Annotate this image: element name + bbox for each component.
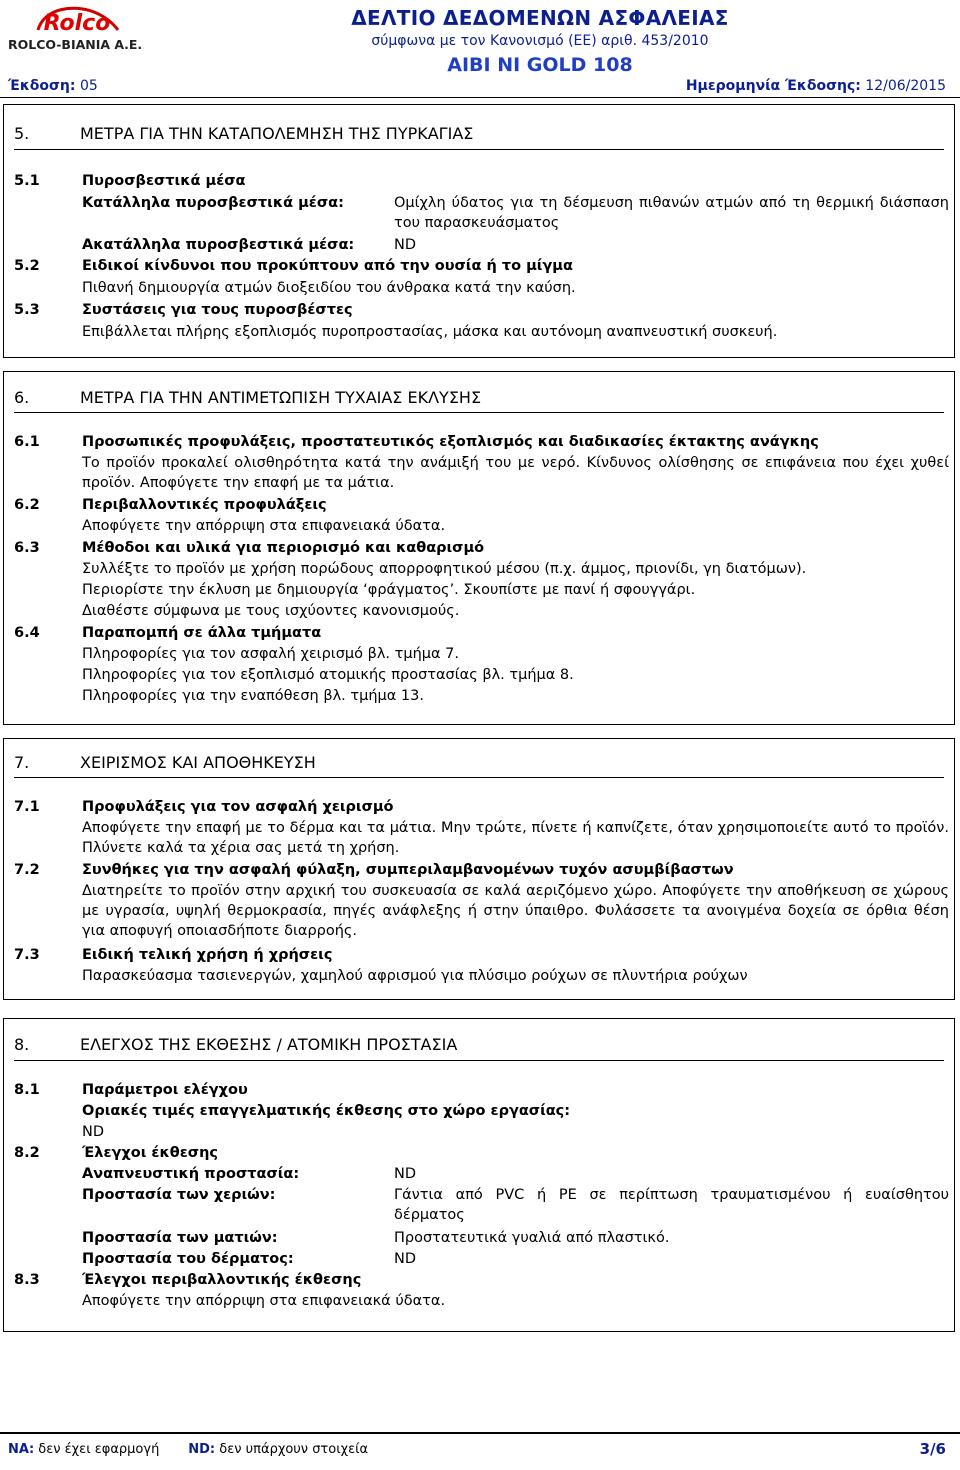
- footer-divider: [0, 1432, 960, 1434]
- section-6-title: 6. ΜΕΤΡΑ ΓΙΑ ΤΗΝ ΑΝΤΙΜΕΤΩΠΙΣΗ ΤΥΧΑΙΑΣ ΕΚΛΥΣΗΣ: [14, 388, 482, 407]
- section-8-rule: [14, 1060, 944, 1061]
- document-header: [0, 0, 960, 104]
- na-meaning: δεν έχει εφαρμογή: [34, 1442, 160, 1457]
- section-6-rule: [14, 412, 944, 413]
- issue-date-value: 12/06/2015: [860, 78, 946, 94]
- na-abbrev: ΝΑ:: [8, 1442, 35, 1457]
- section-7-rule: [14, 777, 944, 778]
- edition-label: Έκδοση:: [8, 78, 76, 94]
- section-5-rule: [14, 149, 944, 150]
- subsection-7-1-text: Αποφύγετε την επαφή με το δέρμα και τα μάτια. Μην τρώτε, πίνετε ή καπνίζετε, όταν χρησιμοποιείτε αυτό το προϊόν. Πλύνετε καλά τα χέρια σας μετά τη χρήση.: [82, 820, 949, 856]
- section-5-box: 5. ΜΕΤΡΑ ΓΙΑ ΤΗΝ ΚΑΤΑΠΟΛΕΜΗΣΗ ΤΗΣ ΠΥΡΚΑΓΙΑΣ 5.1 Πυροσβεστικά μέσα Κατάλληλα πυροσβεστικά μέσα: Ομίχλη ύδατος για τη δέσμευση πιθανών ατμών από τη θερμική διάσπαση του παρασκευάσματος Ακατάλληλα πυροσβεστικά μέσα: ND 5.2 Ειδικοί κίνδυνοι που προκύπτουν από την ουσία ή το μίγμα Πιθανή δημιουργία ατμών διοξειδίου του άνθρακα κατά την καύση. 5.3 Συστάσεις για τους πυροσβέστες Επιβάλλεται πλήρης εξοπλισμός πυροπροστασίας, μάσκα και αυτόνομη αναπνευστική συσκευή.: [3, 104, 955, 358]
- nd-meaning: δεν υπάρχουν στοιχεία: [215, 1442, 369, 1457]
- subsection-6-1-text: Το προϊόν προκαλεί ολισθηρότητα κατά την ανάμιξή του με νερό. Κίνδυνος ολίσθησης σε επιφάνεια που έχει χυθεί προϊόν. Αποφύγετε την επαφή με τα μάτια.: [82, 455, 949, 491]
- product-name: ΑΙΒΙ ΝΙ GOLD 108: [447, 54, 633, 76]
- section-5-title: 5. ΜΕΤΡΑ ΓΙΑ ΤΗΝ ΚΑΤΑΠΟΛΕΜΗΣΗ ΤΗΣ ΠΥΡΚΑΓΙΑΣ: [14, 124, 474, 143]
- issue-date-info: [686, 78, 946, 94]
- section-6-box: 6. ΜΕΤΡΑ ΓΙΑ ΤΗΝ ΑΝΤΙΜΕΤΩΠΙΣΗ ΤΥΧΑΙΑΣ ΕΚΛΥΣΗΣ 6.1 Προσωπικές προφυλάξεις, προστατευτικός εξοπλισμός και διαδικασίες έκτακτης ανάγκης Το προϊόν προκαλεί ολισθηρότητα κατά την ανάμιξή του με νερό. Κίνδυνος ολίσθησης σε επιφάνεια που έχει χυθεί προϊόν. Αποφύγετε την επαφή με τα μάτια. 6.2 Περιβαλλοντικές προφυλάξεις Αποφύγετε την απόρριψη στα επιφανειακά ύδατα. 6.3 Μέθοδοι και υλικά για περιορισμό και καθαρισμό Συλλέξτε το προϊόν με χρήση πορώδους απορροφητικού μέσου (π.χ. άμμος, πριονίδι, γη διατόμων). Περιορίστε την έκλυση με δημιουργία ‘φράγματος’. Σκουπίστε με πανί ή σφουγγάρι. Διαθέστε σύμφωνα με τους ισχύοντες κανονισμούς. 6.4 Παραπομπή σε άλλα τμήματα Πληροφορίες για τον ασφαλή χειρισμό βλ. τμήμα 7. Πληροφορίες για τον εξοπλισμό ατομικής προστασίας βλ. τμήμα 8. Πληροφορίες για την εναπόθεση βλ. τμήμα 13.: [3, 371, 955, 725]
- edition-value: 05: [75, 78, 98, 94]
- edition-info: [8, 78, 98, 94]
- suitable-media-row: Κατάλληλα πυροσβεστικά μέσα: Ομίχλη ύδατος για τη δέσμευση πιθανών ατμών από τη θερμική διάσπαση του παρασκευάσματος: [82, 195, 949, 231]
- hand-protection-row: Προστασία των χεριών: Γάντια από PVC ή PE σε περίπτωση τραυματισμένου ή ευαίσθητου δέρματος: [82, 1187, 949, 1223]
- subsection-7-2-text: Διατηρείτε το προϊόν στην αρχική του συσκευασία σε καλά αεριζόμενο χώρο. Αποφύγετε την αποθήκευση σε χώρους με υγρασία, υψηλή θερμοκρασία, πηγές ανάφλεξης ή στην ύπαιθρο. Φυλάσσετε τα ανοιγμένα δοχεία σε όρθια θέση για αποφυγή οποιασδήποτε διαρροής.: [82, 883, 949, 939]
- section-8-title: 8. ΕΛΕΓΧΟΣ ΤΗΣ ΕΚΘΕΣΗΣ / ΑΤΟΜΙΚΗ ΠΡΟΣΤΑΣΙΑ: [14, 1035, 458, 1054]
- svg-text:Rolco: Rolco: [43, 11, 111, 36]
- company-name: ROLCO-ΒΙΑΝΙΑ Α.Ε.: [8, 37, 143, 52]
- section-7-title: 7. ΧΕΙΡΙΣΜΟΣ ΚΑΙ ΑΠΟΘΗΚΕΥΣΗ: [14, 753, 316, 772]
- footer-legend: [8, 1442, 368, 1457]
- section-8-box: 8. ΕΛΕΓΧΟΣ ΤΗΣ ΕΚΘΕΣΗΣ / ΑΤΟΜΙΚΗ ΠΡΟΣΤΑΣΙΑ 8.1 Παράμετροι ελέγχου Οριακές τιμές επαγγελματικής έκθεσης στο χώρο εργασίας: ND 8.2 Έλεγχοι έκθεσης Αναπνευστική προστασία: ND Προστασία των χεριών: Γάντια από PVC ή PE σε περίπτωση τραυματισμένου ή ευαίσθητου δέρματος Προστασία των ματιών: Προστατευτικά γυαλιά από πλαστικό. Προστασία του δέρματος: ND 8.3 Έλεγχοι περιβαλλοντικής έκθεσης Αποφύγετε την απόρριψη στα επιφανειακά ύδατα.: [3, 1018, 955, 1332]
- section-7-box: 7. ΧΕΙΡΙΣΜΟΣ ΚΑΙ ΑΠΟΘΗΚΕΥΣΗ 7.1 Προφυλάξεις για τον ασφαλή χειρισμό Αποφύγετε την επαφή με το δέρμα και τα μάτια. Μην τρώτε, πίνετε ή καπνίζετε, όταν χρησιμοποιείτε αυτό το προϊόν. Πλύνετε καλά τα χέρια σας μετά τη χρήση. 7.2 Συνθήκες για την ασφαλή φύλαξη, συμπεριλαμβανομένων τυχόν ασυμβίβαστων Διατηρείτε το προϊόν στην αρχική του συσκευασία σε καλά αεριζόμενο χώρο. Αποφύγετε την αποθήκευση σε χώρους με υγρασία, υψηλή θερμοκρασία, πηγές ανάφλεξης ή στην ύπαιθρο. Φυλάσσετε τα ανοιγμένα δοχεία σε όρθια θέση για αποφυγή οποιασδήποτε διαρροής. 7.3 Ειδική τελική χρήση ή χρήσεις Παρασκεύασμα τασιενεργών, χαμηλού αφρισμού για πλύσιμο ρούχων σε πλυντήρια ρούχων: [3, 738, 955, 1000]
- header-divider: [0, 97, 960, 98]
- nd-abbrev: ND:: [188, 1442, 216, 1457]
- document-subtitle: σύμφωνα με τον Κανονισμό (ΕΕ) αριθ. 453/2010: [371, 33, 709, 49]
- issue-date-label: Ημερομηνία Έκδοσης:: [685, 78, 861, 94]
- page-number: 3/6: [919, 1440, 946, 1458]
- document-title: ΔΕΛΤΙΟ ΔΕΔΟΜΕΝΩΝ ΑΣΦΑΛΕΙΑΣ: [351, 6, 729, 30]
